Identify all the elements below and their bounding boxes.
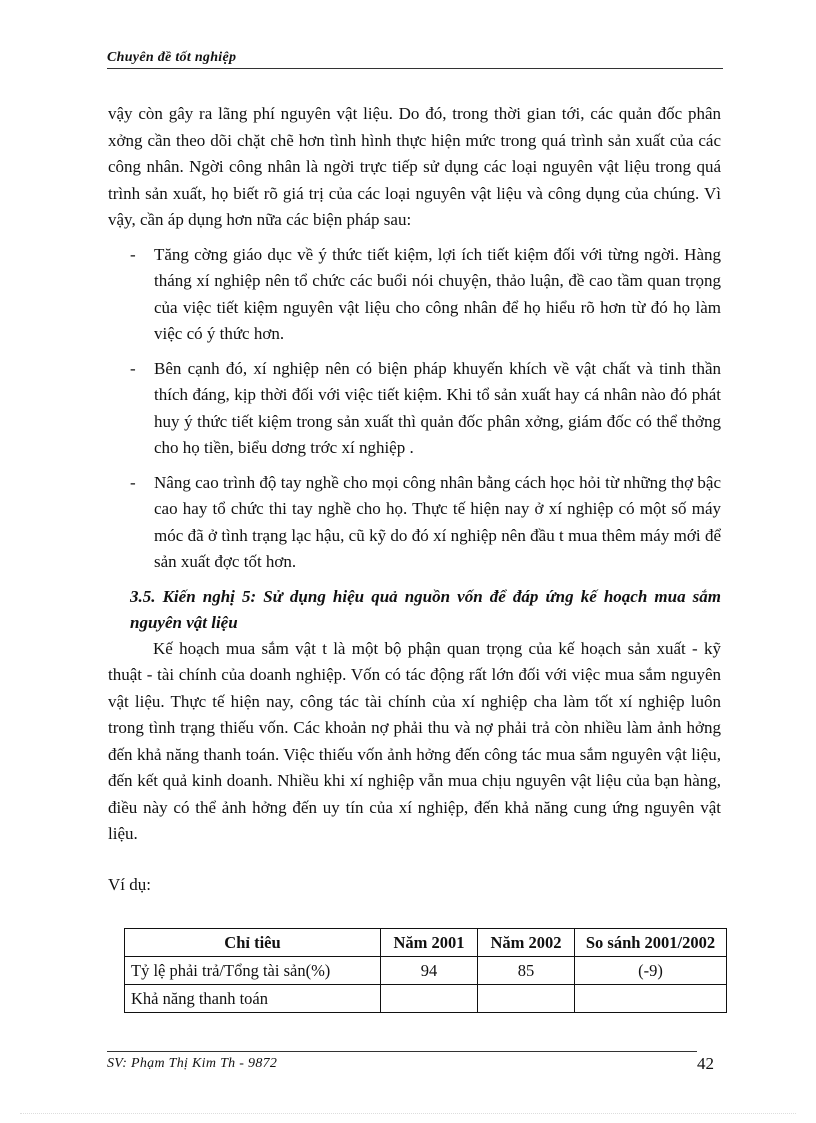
- table-row: [125, 985, 727, 1013]
- table-cell: [381, 985, 478, 1013]
- table-row: [125, 957, 727, 985]
- bullet-marker: -: [130, 472, 136, 492]
- footer-rule: [107, 1051, 697, 1052]
- page-content: [108, 101, 721, 898]
- bullet-marker: -: [130, 244, 136, 264]
- example-label: Ví dụ:: [108, 874, 151, 894]
- page-edge-divider: [20, 1113, 796, 1114]
- column-header: So sánh 2001/2002: [575, 929, 727, 957]
- column-header: Chỉ tiêu: [125, 929, 381, 957]
- table-cell: Tỷ lệ phải trả/Tổng tài sản(%): [125, 957, 381, 985]
- table-cell: [575, 985, 727, 1013]
- intro-paragraph: vậy còn gây ra lãng phí nguyên vật liệu. Do đó, trong thời gian tới, các quản đốc phân xởng cần theo dõi chặt chẽ hơn tình hình thực hiện mức trong quá trình sản xuất của các công nhân. Ngời công nhân là ngời trực tiếp sử dụng các loại nguyên vật liệu trong quá trình sản xuất, họ biết rõ giá trị của các loại nguyên vật liệu và công dụng của chúng. Vì vậy, cần áp dụng hơn nữa các biện pháp sau:: [108, 104, 721, 229]
- bullet-text: Tăng cờng giáo dục về ý thức tiết kiệm, lợi ích tiết kiệm đối với từng ngời. Hàng tháng xí nghiệp nên tổ chức các buổi nói chuyện, thảo luận, đề cao tầm quan trọng của việc tiết kiệm nguyên vật liệu cho công nhân để họ hiểu rõ hơn từ đó họ làm việc có ý thức hơn.: [154, 244, 721, 343]
- table-cell: 85: [478, 957, 575, 985]
- table-header-row: [125, 929, 727, 957]
- bullet-list: [108, 242, 721, 576]
- table-cell: (-9): [575, 957, 727, 985]
- section-paragraph: Kế hoạch mua sắm vật t là một bộ phận quan trọng của kế hoạch sản xuất - kỹ thuật - tài chính của doanh nghiệp. Vốn có tác động rất lớn đối với việc mua sắm nguyên vật liệu. Thực tế hiện nay, công tác tài chính của xí nghiệp cha làm tốt xí nghiệp luôn trong tình trạng thiếu vốn. Các khoản nợ phải thu và nợ phải trả còn nhiều làm ảnh hởng đến khả năng thanh toán. Việc thiếu vốn ảnh hởng đến công tác mua sắm nguyên vật liệu, đến kết quả kinh doanh. Nhiều khi xí nghiệp vẫn mua chịu nguyên vật liệu của bạn hàng, điều này có thể ảnh hởng đến uy tín của xí nghiệp, đến khả năng cung ứng nguyên vật liệu.: [108, 638, 721, 843]
- section-heading: 3.5. Kiến nghị 5: Sử dụng hiệu quả nguồn vốn để đáp ứng kế hoạch mua sắm nguyên vật liệu: [130, 586, 721, 632]
- bullet-text: Bên cạnh đó, xí nghiệp nên có biện pháp khuyến khích về vật chất và tinh thần thích đáng, kịp thời đối với việc tiết kiệm. Khi tổ sản xuất hay cá nhân nào đó phát huy ý thức tiết kiệm trong sản xuất thì quản đốc phân xởng, giám đốc có thể thởng cho họ tiền, biểu dơng trớc xí nghiệp .: [154, 358, 721, 457]
- list-item: [108, 242, 721, 348]
- footer-author: SV: Phạm Thị Kim Th - 9872: [107, 1056, 278, 1071]
- column-header: Năm 2002: [478, 929, 575, 957]
- list-item: [108, 356, 721, 462]
- table-cell: Khả năng thanh toán: [125, 985, 381, 1013]
- table-cell: [478, 985, 575, 1013]
- page-header: [107, 50, 723, 69]
- table-cell: 94: [381, 957, 478, 985]
- bullet-text: Nâng cao trình độ tay nghề cho mọi công nhân bằng cách học hỏi từ những thợ bậc cao hay tổ chức thi tay nghề cho họ. Thực tế hiện nay ở xí nghiệp có một số máy móc đã ở tình trạng lạc hậu, cũ kỹ do đó xí nghiệp nên đầu t mua thêm máy mới để sản xuất đợc tốt hơn.: [154, 472, 721, 571]
- data-table: [124, 928, 727, 1013]
- list-item: [108, 470, 721, 576]
- page-number: 42: [697, 1054, 714, 1073]
- bullet-marker: -: [130, 358, 136, 378]
- header-title: Chuyên đề tốt nghiệp: [107, 50, 237, 65]
- column-header: Năm 2001: [381, 929, 478, 957]
